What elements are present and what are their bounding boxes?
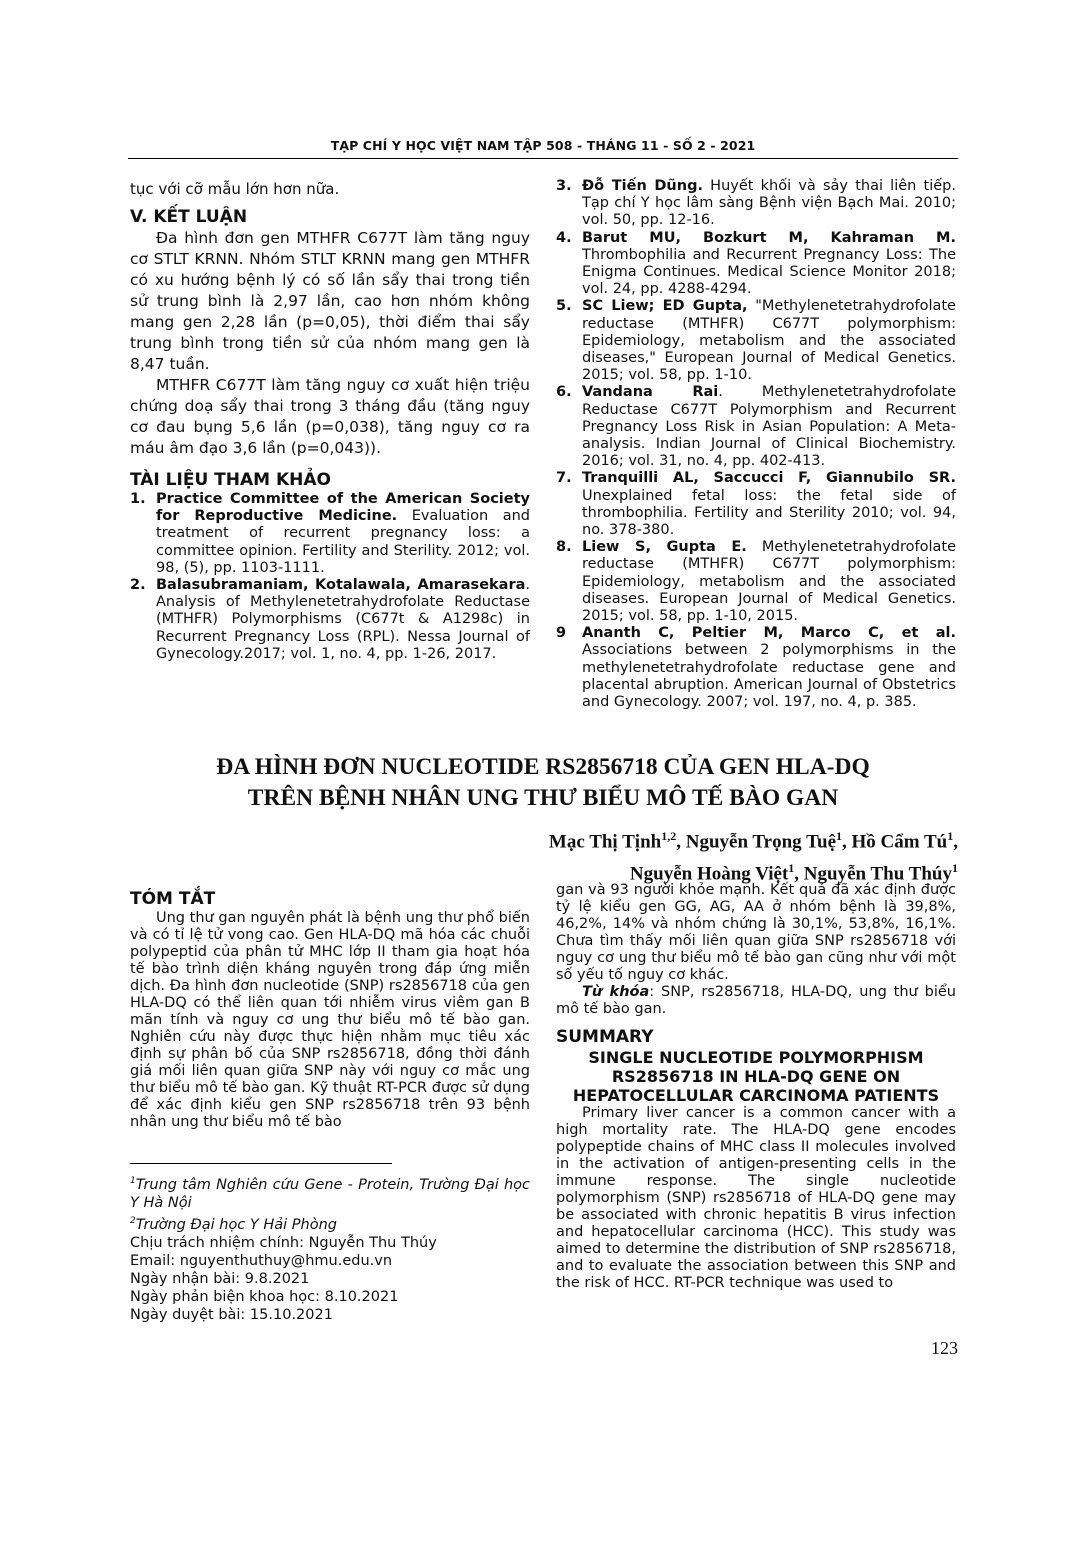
abstract-text: Ung thư gan nguyên phát là bệnh ung thư phổ biến và có tỉ lệ tử vong cao. Gen HLA-DQ mã hóa các chuỗi polypeptid của phân tử MHC lớp II tham gia hoạt hóa tế bào trình diện kháng nguyên trong đáp ứng miễn dịch. Đa hình đơn nucleotide (SNP) rs2856718 của gen HLA-DQ có thể liên quan tới nhiễm virus viêm gan B mãn tính và nguy cơ ung thư biểu mô tế bào gan. Nghiên cứu này được thực hiện nhằm mục tiêu xác định sự phân bố của SNP rs2856718, đồng thời đánh giá mối liên quan giữa SNP này với nguy cơ mắc ung thư biểu mô tế bào gan. Kỹ thuật RT-PCR được sử dụng để xác định kiểu gen SNP rs2856718 trên 93 bệnh nhân ung thư biểu mô tế bào: [130, 910, 530, 1130]
reference-item: [556, 625, 956, 711]
author-separator: ,: [794, 863, 804, 885]
conclusion-heading: V. KẾT LUẬN: [130, 207, 248, 227]
author-affiliation: 1: [836, 829, 843, 843]
reference-text: "Methylenetetrahydrofolate reductase (MTHFR) C677T polymorphism: Epidemiology, metabolism and the associated diseases," European Journal of Medical Genetics. 2015; vol. 58, pp. 1-10.: [582, 298, 956, 384]
author-affiliation: 1: [947, 829, 954, 843]
keywords-label: Từ khóa: [582, 984, 650, 1000]
author-affiliation: 1,2: [661, 829, 677, 843]
summary-title-line: SINGLE NUCLEOTIDE POLYMORPHISM: [588, 1048, 924, 1067]
reference-item: [556, 230, 956, 299]
reference-authors: Liew S, Gupta E.: [582, 539, 747, 556]
reference-item: [130, 577, 530, 663]
summary-title-line: RS2856718 IN HLA-DQ GENE ON: [611, 1067, 901, 1086]
reference-number: 4.: [556, 229, 572, 246]
top-right-column: [556, 178, 956, 711]
reference-authors: Tranquilli AL, Saccucci F, Giannubilo SR.: [582, 470, 956, 487]
footnote-marker: 1: [130, 1176, 136, 1186]
affiliation-footnote: [130, 1172, 530, 1212]
article-title: [128, 752, 958, 814]
abstract-column: [130, 888, 530, 1131]
page-number: 123: [931, 1338, 958, 1358]
author-affiliation: 1: [788, 861, 795, 876]
keywords-text: : SNP, rs2856718, HLA-DQ, ung thư biểu mô tế bào gan.: [556, 984, 956, 1017]
reference-number: 2.: [130, 577, 146, 594]
summary-title-line: HEPATOCELLULAR CARCINOMA PATIENTS: [572, 1086, 940, 1105]
article-title-line: TRÊN BỆNH NHÂN UNG THƯ BIỂU MÔ TẾ BÀO GAN: [247, 785, 839, 811]
reference-authors: Barut MU, Bozkurt M, Kahraman M.: [582, 229, 956, 246]
author-list: [549, 823, 958, 888]
reference-number: 8.: [556, 539, 572, 556]
reference-number: 6.: [556, 384, 572, 401]
summary-heading: SUMMARY: [556, 1027, 654, 1047]
reference-item: [556, 178, 956, 230]
continuation-text: tục với cỡ mẫu lớn hơn nữa.: [130, 180, 340, 198]
reference-number: 5.: [556, 298, 572, 315]
footnote-rule: [130, 1163, 392, 1164]
reference-text: . Analysis of Methylenetetrahydrofolate Reductase (MTHFR) Polymorphisms (C677t & A1298c) in Recurrent Pregnancy Loss (RPL). Nessa Journal of Gynecology.2017; vol. 1, no. 4, pp. 1-26, 2017.: [156, 577, 530, 662]
article-title-line: ĐA HÌNH ĐƠN NUCLEOTIDE RS2856718 CỦA GEN HLA-DQ: [216, 754, 870, 780]
summary-text: Primary liver cancer is a common cancer with a high mortality rate. The HLA-DQ gene encodes polypeptide chains of MHC class II molecules involved in the activation of antigen-presenting cells in the immune response. The single nucleotide polymorphism (SNP) rs2856718 of HLA-DQ gene may be associated with chronic hepatitis B virus infection and hepatocellular carcinoma (HCC). This study was aimed to determine the distribution of SNP rs2856718, and to evaluate the association between this SNP and the risk of HCC. RT-PCR technique was used to: [556, 1105, 956, 1291]
author-separator: ,: [676, 831, 686, 853]
reference-authors: Đỗ Tiến Dũng.: [582, 178, 703, 194]
reference-item: [130, 491, 530, 577]
reference-number: 3.: [556, 178, 572, 194]
review-date: Ngày phản biện khoa học: 8.10.2021: [130, 1288, 399, 1305]
conclusion-paragraph: MTHFR C677T làm tăng nguy cơ xuất hiện triệu chứng doạ sẩy thai trong 3 tháng đầu (tăng nguy cơ đau bụng 5,6 lần (p=0,038), tăng nguy cơ ra máu âm đạo 3,6 lần (p=0,043)).: [130, 376, 530, 457]
affiliation-text: Trường Đại học Y Hải Phòng: [135, 1216, 337, 1233]
author-name: Mạc Thị Tịnh: [548, 831, 662, 853]
reference-item: [556, 539, 956, 625]
abstract-continuation: gan và 93 người khỏe mạnh. Kết quả đã xác định được tỷ lệ kiểu gen GG, AG, AA ở nhóm bệnh là 39,8%, 46,2%, 14% và nhóm chứng là 30,1%, 53,8%, 16,1%. Chưa tìm thấy mối liên quan giữa SNP rs2856718 với nguy cơ ung thư biểu mô tế bào gan cũng như với một số yếu tố nguy cơ khác.: [556, 882, 956, 983]
reference-number: 1.: [130, 491, 146, 507]
reference-item: [556, 470, 956, 539]
running-header: TẠP CHÍ Y HỌC VIỆT NAM TẬP 508 - THÁNG 11 - SỐ 2 - 2021: [330, 138, 756, 153]
references-heading: TÀI LIỆU THAM KHẢO: [130, 470, 331, 490]
affiliation-text: Trung tâm Nghiên cứu Gene - Protein, Trường Đại học Y Hà Nội: [130, 1176, 530, 1211]
author-name: Nguyễn Thu Thúy: [803, 863, 952, 885]
author-name: Nguyễn Hoàng Việt: [629, 863, 789, 885]
reference-authors: Balasubramaniam, Kotalawala, Amarasekara: [156, 577, 526, 594]
reference-authors: Practice Committee of the American Society for Reproductive Medicine.: [156, 491, 530, 525]
reference-text: Methylenetetrahydrofolate reductase (MTHFR) C677T polymorphism: Epidemiology, metabolism and the associated diseases. European Journal of Medical Genetics. 2015; vol. 58, pp. 1-10, 2015.: [582, 539, 956, 625]
author-separator: ,: [842, 831, 852, 853]
author-name: Nguyễn Trọng Tuệ: [685, 831, 837, 853]
reference-authors: Ananth C, Peltier M, Marco C, et al.: [582, 625, 956, 642]
affiliation-footnote: [130, 1212, 530, 1234]
footnote-marker: 2: [130, 1215, 136, 1226]
reference-text: Associations between 2 polymorphisms in the methylenetetrahydrofolate reductase gene and placental abruption. American Journal of Obstetrics and Gynecology. 2007; vol. 197, no. 4, p. 385.: [582, 642, 956, 711]
abstract-heading: TÓM TẮT: [130, 889, 216, 909]
reference-item: [556, 298, 956, 384]
header-rule: [128, 158, 958, 159]
reference-item: [556, 384, 956, 470]
reference-text: . Methylenetetrahydrofolate Reductase C677T Polymorphism and Recurrent Pregnancy Loss Risk in Asian Population: A Meta-analysis. Indian Journal of Clinical Biochemistry. 2016; vol. 31, no. 4, pp. 402-413.: [582, 384, 957, 470]
author-separator: ,: [953, 831, 958, 853]
responsible-author: Chịu trách nhiệm chính: Nguyễn Thu Thúy: [130, 1234, 437, 1251]
reference-number: 9: [556, 625, 567, 642]
reference-number: 7.: [556, 470, 572, 487]
conclusion-paragraph: Đa hình đơn gen MTHFR C677T làm tăng nguy cơ STLT KRNN. Nhóm STLT KRNN mang gen MTHFR có xu hướng bệnh lý có số lần sẩy thai trong tiền sử trung bình là 2,97 lần, cao hơn nhóm không mang gen 2,28 lần (p=0,05), thời điểm thai sẩy trung bình trong tiền sử của nhóm mang gen là 8,47 tuần.: [130, 229, 530, 373]
reference-authors: SC Liew; ED Gupta,: [582, 298, 748, 315]
top-left-column: [130, 180, 530, 663]
author-affiliation: 1: [952, 861, 958, 876]
approval-date: Ngày duyệt bài: 15.10.2021: [130, 1306, 333, 1323]
reference-text: Unexplained fetal loss: the fetal side of thrombophilia. Fertility and Sterility 2010; vol. 94, no. 378-380.: [582, 487, 956, 539]
email: Email: nguyenthuthuy@hmu.edu.vn: [130, 1252, 393, 1269]
reference-text: Evaluation and treatment of recurrent pregnancy loss: a committee opinion. Fertility and Sterility. 2012; vol. 98, (5), pp. 1103-1111.: [156, 508, 530, 576]
footnotes: [130, 1172, 530, 1324]
received-date: Ngày nhận bài: 9.8.2021: [130, 1270, 310, 1287]
summary-column: [556, 882, 956, 1292]
keywords: [556, 984, 956, 1018]
reference-text: Huyết khối và sảy thai liên tiếp. Tạp chí Y học lâm sàng Bệnh viện Bạch Mai. 2010; vol. 50, pp. 12-16.: [582, 178, 956, 229]
reference-authors: Vandana Rai: [582, 384, 719, 401]
reference-text: Thrombophilia and Recurrent Pregnancy Loss: The Enigma Continues. Medical Science Monitor 2018; vol. 24, pp. 4288-4294.: [582, 246, 956, 298]
author-name: Hồ Cẩm Tú: [851, 831, 948, 853]
